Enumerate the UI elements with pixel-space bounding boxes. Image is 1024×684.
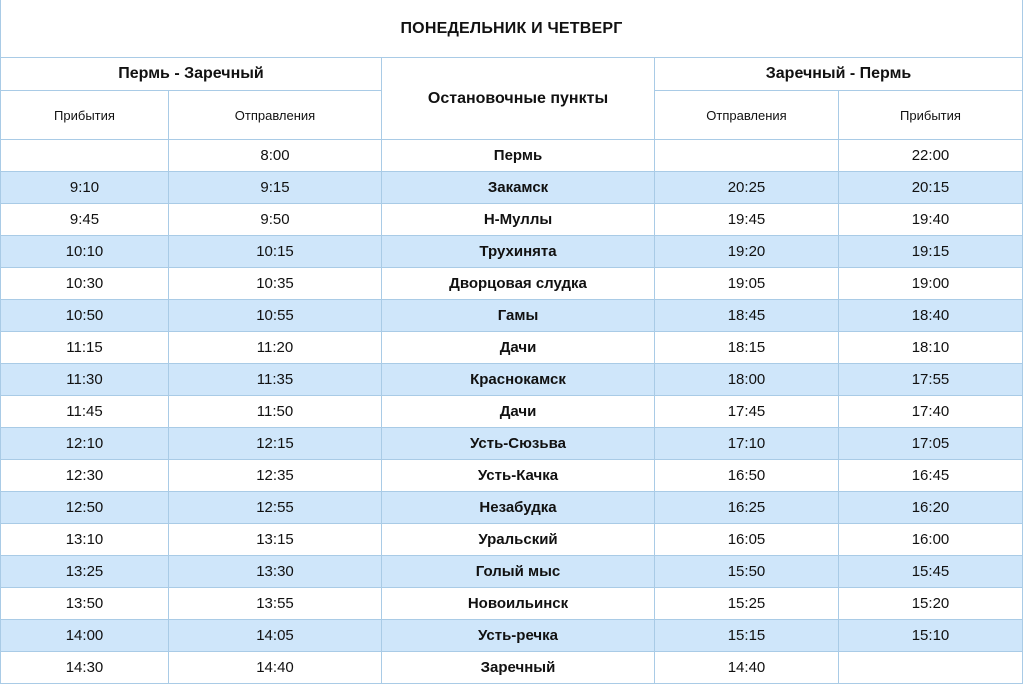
stop-name-cell: Новоильинск — [382, 588, 655, 620]
stop-name-cell: Дворцовая слудка — [382, 268, 655, 300]
left-departure-cell: 13:30 — [169, 556, 382, 588]
right-departure-cell: 18:15 — [655, 332, 839, 364]
right-departure-cell: 18:00 — [655, 364, 839, 396]
left-arrival-cell: 10:50 — [1, 300, 169, 332]
stop-name-cell: Заречный — [382, 652, 655, 684]
left-arrival-cell: 14:00 — [1, 620, 169, 652]
right-arrival-cell: 15:20 — [839, 588, 1023, 620]
schedule-title: ПОНЕДЕЛЬНИК И ЧЕТВЕРГ — [1, 0, 1023, 58]
left-arrival-cell: 13:10 — [1, 524, 169, 556]
right-departure-cell: 14:40 — [655, 652, 839, 684]
schedule-row — [1, 620, 1023, 652]
stop-name-cell: Краснокамск — [382, 364, 655, 396]
stop-name-cell: Трухинята — [382, 236, 655, 268]
left-arrival-cell: 10:10 — [1, 236, 169, 268]
right-arrival-cell: 17:40 — [839, 396, 1023, 428]
stop-name-cell: Н-Муллы — [382, 204, 655, 236]
left-departures-header: Отправления — [169, 91, 382, 140]
route-right-header: Заречный - Пермь — [655, 58, 1023, 91]
right-arrival-cell: 15:10 — [839, 620, 1023, 652]
left-arrival-cell: 10:30 — [1, 268, 169, 300]
stop-name-cell: Закамск — [382, 172, 655, 204]
schedule-row — [1, 492, 1023, 524]
left-departure-cell: 14:40 — [169, 652, 382, 684]
left-departure-cell: 11:35 — [169, 364, 382, 396]
schedule-row — [1, 172, 1023, 204]
left-arrival-cell: 13:25 — [1, 556, 169, 588]
left-arrival-cell: 14:30 — [1, 652, 169, 684]
right-arrival-cell — [839, 652, 1023, 684]
left-departure-cell: 10:15 — [169, 236, 382, 268]
schedule-row — [1, 396, 1023, 428]
stop-name-cell: Усть-Сюзьва — [382, 428, 655, 460]
right-departure-cell: 18:45 — [655, 300, 839, 332]
left-departure-cell: 8:00 — [169, 140, 382, 172]
right-arrival-cell: 19:00 — [839, 268, 1023, 300]
schedule-row — [1, 236, 1023, 268]
right-departure-cell: 19:20 — [655, 236, 839, 268]
right-departure-cell: 20:25 — [655, 172, 839, 204]
right-departure-cell: 17:10 — [655, 428, 839, 460]
stop-name-cell: Дачи — [382, 396, 655, 428]
route-header-row — [1, 58, 1023, 91]
left-arrival-cell: 11:15 — [1, 332, 169, 364]
stop-name-cell: Уральский — [382, 524, 655, 556]
right-arrivals-header: Прибытия — [839, 91, 1023, 140]
right-arrival-cell: 18:10 — [839, 332, 1023, 364]
stop-name-cell: Дачи — [382, 332, 655, 364]
right-departure-cell: 15:15 — [655, 620, 839, 652]
schedule-row — [1, 428, 1023, 460]
route-left-header: Пермь - Заречный — [1, 58, 382, 91]
schedule-row — [1, 556, 1023, 588]
stops-column-header: Остановочные пункты — [382, 58, 655, 140]
left-departure-cell: 13:15 — [169, 524, 382, 556]
right-departures-header: Отправления — [655, 91, 839, 140]
left-departure-cell: 13:55 — [169, 588, 382, 620]
schedule-row — [1, 460, 1023, 492]
left-departure-cell: 11:20 — [169, 332, 382, 364]
left-departure-cell: 12:35 — [169, 460, 382, 492]
schedule-row — [1, 268, 1023, 300]
stop-name-cell: Незабудка — [382, 492, 655, 524]
left-arrivals-header: Прибытия — [1, 91, 169, 140]
left-arrival-cell: 9:10 — [1, 172, 169, 204]
right-arrival-cell: 17:05 — [839, 428, 1023, 460]
left-departure-cell: 9:15 — [169, 172, 382, 204]
schedule-row — [1, 524, 1023, 556]
left-departure-cell: 10:55 — [169, 300, 382, 332]
right-departure-cell — [655, 140, 839, 172]
right-departure-cell: 16:05 — [655, 524, 839, 556]
right-departure-cell: 15:50 — [655, 556, 839, 588]
schedule-row — [1, 364, 1023, 396]
schedule-row — [1, 332, 1023, 364]
right-departure-cell: 16:50 — [655, 460, 839, 492]
right-departure-cell: 17:45 — [655, 396, 839, 428]
right-arrival-cell: 22:00 — [839, 140, 1023, 172]
stop-name-cell: Усть-Качка — [382, 460, 655, 492]
left-departure-cell: 11:50 — [169, 396, 382, 428]
right-arrival-cell: 15:45 — [839, 556, 1023, 588]
title-row — [1, 0, 1023, 58]
left-arrival-cell: 9:45 — [1, 204, 169, 236]
stop-name-cell: Гамы — [382, 300, 655, 332]
left-arrival-cell: 13:50 — [1, 588, 169, 620]
schedule-row — [1, 588, 1023, 620]
left-departure-cell: 9:50 — [169, 204, 382, 236]
left-departure-cell: 10:35 — [169, 268, 382, 300]
stop-name-cell: Пермь — [382, 140, 655, 172]
schedule-row — [1, 140, 1023, 172]
stop-name-cell: Усть-речка — [382, 620, 655, 652]
right-arrival-cell: 19:15 — [839, 236, 1023, 268]
left-arrival-cell: 12:10 — [1, 428, 169, 460]
right-arrival-cell: 20:15 — [839, 172, 1023, 204]
schedule-row — [1, 652, 1023, 684]
right-arrival-cell: 16:45 — [839, 460, 1023, 492]
schedule-row — [1, 300, 1023, 332]
stop-name-cell: Голый мыс — [382, 556, 655, 588]
right-departure-cell: 19:45 — [655, 204, 839, 236]
right-arrival-cell: 17:55 — [839, 364, 1023, 396]
left-arrival-cell: 12:30 — [1, 460, 169, 492]
right-departure-cell: 15:25 — [655, 588, 839, 620]
left-arrival-cell: 12:50 — [1, 492, 169, 524]
right-arrival-cell: 19:40 — [839, 204, 1023, 236]
schedule-body — [1, 0, 1023, 684]
right-departure-cell: 16:25 — [655, 492, 839, 524]
left-arrival-cell: 11:30 — [1, 364, 169, 396]
left-departure-cell: 14:05 — [169, 620, 382, 652]
right-departure-cell: 19:05 — [655, 268, 839, 300]
left-arrival-cell — [1, 140, 169, 172]
left-arrival-cell: 11:45 — [1, 396, 169, 428]
right-arrival-cell: 18:40 — [839, 300, 1023, 332]
right-arrival-cell: 16:20 — [839, 492, 1023, 524]
left-departure-cell: 12:55 — [169, 492, 382, 524]
right-arrival-cell: 16:00 — [839, 524, 1023, 556]
left-departure-cell: 12:15 — [169, 428, 382, 460]
schedule-row — [1, 204, 1023, 236]
